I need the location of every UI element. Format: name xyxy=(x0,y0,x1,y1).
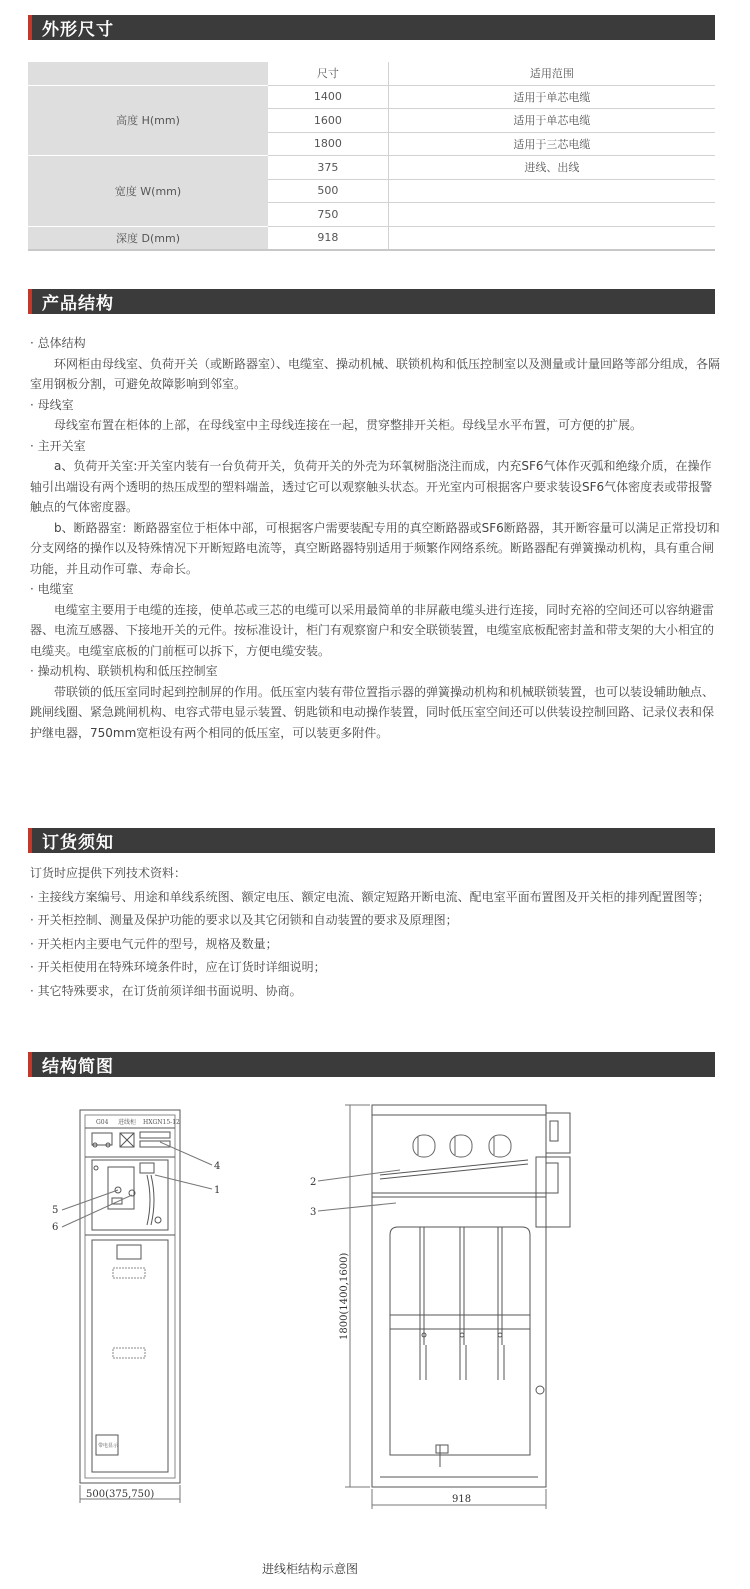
scope-cell: 适用于单芯电缆 xyxy=(388,85,715,109)
front-width-label: 500(375,750) xyxy=(86,1489,155,1500)
table-row xyxy=(28,85,715,109)
ordering-text xyxy=(30,862,720,1003)
side-view xyxy=(310,1105,570,1509)
ordering-intro: 订货时应提供下列技术资料： xyxy=(30,866,187,880)
callout-1: 1 xyxy=(214,1185,221,1196)
section-header-diagram xyxy=(28,1052,715,1077)
structure-paragraph: 电缆室主要用于电缆的连接，使单芯或三芯的电缆可以采用最简单的非屏蔽电缆头进行连接，同时充裕的空间还可以容纳避雷器、电流互感器、下接地开关的元件。按标准设计，柜门有观察窗户和安全联锁装置，电缆室底板配密封盖和带支架的大小相宜的电缆夹。电缆室底板的门前框可以拆下，方便电缆安装。 xyxy=(30,602,715,658)
section-accent xyxy=(28,15,32,40)
table-corner-cell xyxy=(28,62,268,85)
table-row xyxy=(28,62,715,85)
front-header-mid: 进线柜 xyxy=(118,1119,137,1126)
table-row xyxy=(28,156,715,180)
scope-cell: 适用于单芯电缆 xyxy=(388,109,715,133)
size-cell: 750 xyxy=(268,203,388,227)
front-header-right: HXGN15-12 xyxy=(143,1119,180,1126)
front-header-left: G04 xyxy=(96,1119,109,1126)
section-title: 订货须知 xyxy=(42,833,114,853)
section-title: 产品结构 xyxy=(42,294,114,314)
size-cell: 918 xyxy=(268,226,388,250)
section-header-structure xyxy=(28,289,715,314)
structure-heading: · 母线室 xyxy=(30,397,74,412)
callout-4: 4 xyxy=(214,1161,221,1172)
section-title: 外形尺寸 xyxy=(42,20,114,40)
structure-heading: · 电缆室 xyxy=(30,582,74,596)
scope-cell xyxy=(388,203,715,227)
structure-paragraph: b、断路器室：断路器室位于柜体中部，可根据客户需要装配专用的真空断路器或SF6断路器，其开断容量可以满足正常投切和分支网络的操作以及特殊情况下开断短路电流等，真空断路器特别适用于频繁作网络系统。断路器配有弹簧操动机构，具有重合闸功能，并且动作可靠、寿命长。 xyxy=(30,520,720,576)
table-row xyxy=(28,226,715,250)
scope-cell: 适用于三芯电缆 xyxy=(388,132,715,156)
section-title: 结构简图 xyxy=(42,1057,114,1077)
size-cell: 1800 xyxy=(268,132,388,156)
ordering-item: · 开关柜控制、测量及保护功能的要求以及其它闭锁和自动装置的要求及原理图； xyxy=(30,913,458,927)
ordering-item: · 主接线方案编号、用途和单线系统图、额定电压、额定电流、额定短路开断电流、配电室平面布置图及开关柜的排列配置图等； xyxy=(30,889,710,904)
scope-cell xyxy=(388,226,715,250)
width-label: 宽度 W(mm) xyxy=(28,156,268,227)
drawing-caption: 进线柜结构示意图 xyxy=(261,1562,358,1576)
section-accent xyxy=(28,828,32,853)
size-cell: 1600 xyxy=(268,109,388,133)
structure-paragraph: 带联锁的低压室同时起到控制屏的作用。低压室内装有带位置指示器的弹簧操动机构和机械联锁装置，也可以装设辅助触点、跳闸线圈、紧急跳闸机构、电容式带电显示装置、钥匙锁和电动操作装置，同时低压室空间还可以供装设控制回路、记录仪表和保护继电器，750mm宽柜设有两个相同的低压室，可以装更多附件。 xyxy=(30,684,715,740)
structure-text xyxy=(30,333,720,743)
structure-paragraph: 环网柜由母线室、负荷开关（或断路器室）、电缆室、操动机械、联锁机构和低压控制室以及测量或计量回路等部分组成，各隔室用钢板分割，可避免故障影响到邻室。 xyxy=(30,356,721,391)
section-accent xyxy=(28,289,32,314)
callout-5: 5 xyxy=(52,1205,59,1216)
callout-3: 3 xyxy=(310,1207,317,1218)
height-label: 高度 H(mm) xyxy=(28,85,268,156)
side-height-label: 1800(1400,1600) xyxy=(339,1252,350,1340)
size-cell: 500 xyxy=(268,179,388,203)
header-scope: 适用范围 xyxy=(388,62,715,85)
section-accent xyxy=(28,1052,32,1077)
depth-label: 深度 D(mm) xyxy=(28,226,268,250)
section-header-dimensions xyxy=(28,15,715,40)
callout-2: 2 xyxy=(310,1177,317,1188)
callout-6: 6 xyxy=(52,1222,59,1233)
ordering-item: · 其它特殊要求，在订货前须详细书面说明、协商。 xyxy=(30,983,302,998)
section-header-ordering xyxy=(28,828,715,853)
size-cell: 1400 xyxy=(268,85,388,109)
scope-cell: 进线、出线 xyxy=(388,156,715,180)
structure-paragraph: 母线室布置在柜体的上部，在母线室中主母线连接在一起，贯穿整排开关柜。母线呈水平布置，可方便的扩展。 xyxy=(54,418,643,432)
structure-heading: · 主开关室 xyxy=(30,438,86,453)
structure-paragraph: a、负荷开关室:开关室内装有一台负荷开关，负荷开关的外壳为环氧树脂浇注而成，内充SF6气体作灭弧和绝缘介质，在操作轴引出端设有两个透明的热压成型的塑料端盖，透过它可以观察触头状态。开光室内可根据客户要求装设SF6气体密度表或带报警触点的气体密度器。 xyxy=(30,459,713,514)
size-cell: 375 xyxy=(268,156,388,180)
ordering-item: · 开关柜使用在特殊环境条件时，应在订货时详细说明； xyxy=(30,960,326,974)
structure-heading: · 总体结构 xyxy=(30,336,86,350)
door-plate-text: 带电显示 xyxy=(98,1443,119,1449)
dimensions-table xyxy=(28,62,715,251)
ordering-item: · 开关柜内主要电气元件的型号，规格及数量； xyxy=(30,936,278,951)
switchgear-drawing xyxy=(0,1085,750,1565)
scope-cell xyxy=(388,179,715,203)
side-depth-label: 918 xyxy=(452,1494,472,1505)
structure-heading: · 操动机构、联锁机构和低压控制室 xyxy=(30,664,218,678)
header-size: 尺寸 xyxy=(268,62,388,85)
front-view xyxy=(52,1110,220,1503)
